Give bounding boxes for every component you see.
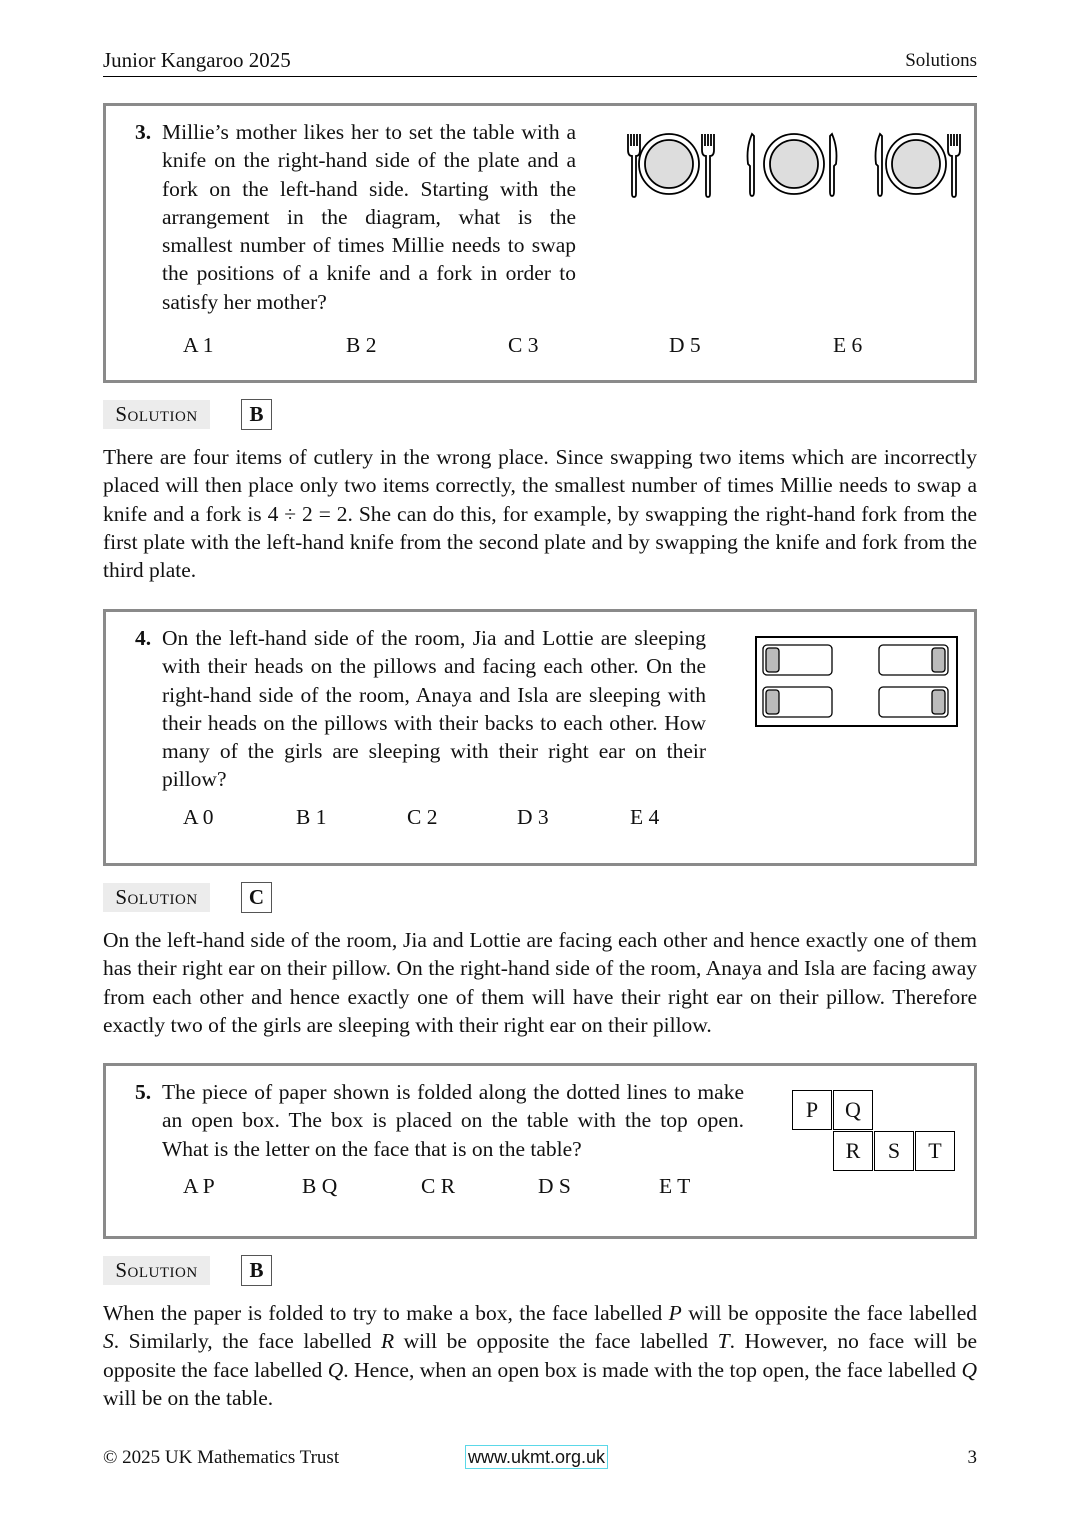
option-a: A 1 <box>183 333 214 357</box>
question-3-text: Millie’s mother likes her to set the table with a knife on the right-hand side of the plate and a fork on the left-hand side. Starting with the arrangement in the diagram, what is the smallest number of times Millie needs to swap the positions of a knife and a fork in order to satisfy her mother? <box>162 120 576 314</box>
question-4-number: 4. <box>135 626 152 650</box>
answer-badge: B <box>241 399 272 430</box>
option-a: A P <box>183 1174 215 1198</box>
net-face-p: P <box>792 1090 832 1130</box>
question-3-box <box>103 103 977 383</box>
option-c: C 3 <box>508 333 539 357</box>
page-header <box>103 48 977 77</box>
question-4-box <box>103 609 977 866</box>
beds-diagram <box>755 636 961 730</box>
net-face-q: Q <box>833 1090 873 1130</box>
solution-5-text <box>103 1299 977 1412</box>
question-5-number: 5. <box>135 1080 152 1104</box>
place-setting-2 <box>748 134 837 196</box>
net-face-s: S <box>874 1131 914 1171</box>
cutlery-diagram <box>622 126 962 202</box>
question-4-text: On the left-hand side of the room, Jia and Lottie are sleeping with their heads on the pillows and facing each other. On the right-hand side of the room, Anaya and Isla are sleeping with their heads on the pillows with their backs to each other. How many of the girls are sleeping with their right ear on their pillow? <box>162 626 706 792</box>
text-run: . Hence, when an open box is made with the top open, the face labelled <box>343 1357 962 1382</box>
net-face-r: R <box>833 1131 873 1171</box>
text-run: will be opposite the face labelled <box>681 1301 977 1325</box>
var-r: R <box>380 1329 395 1354</box>
text-run: . However, no face will be opposite the face labelled <box>103 1329 978 1382</box>
footer-url-wrap <box>465 1447 608 1469</box>
question-5-box <box>103 1063 977 1239</box>
option-d: D 5 <box>669 333 701 357</box>
option-d: D S <box>538 1174 571 1198</box>
var-q: Q <box>961 1357 977 1382</box>
bed-anaya <box>879 645 948 675</box>
solution-label: Solution <box>103 400 210 429</box>
option-b: B 2 <box>346 333 377 357</box>
bed-lottie <box>763 687 832 717</box>
option-e: E 6 <box>833 333 863 357</box>
place-setting-3 <box>876 134 961 197</box>
text-run: will be opposite the face labelled <box>394 1329 718 1354</box>
var-p: P <box>668 1301 682 1325</box>
var-q: Q <box>327 1357 344 1382</box>
option-b: B 1 <box>296 805 327 829</box>
question-5-text: The piece of paper shown is folded along the dotted lines to make an open box. The box is placed on the table with the top open. What is the letter on the face that is on the table? <box>162 1080 744 1161</box>
footer-url-link[interactable]: www.ukmt.org.uk <box>465 1445 608 1469</box>
bed-isla <box>879 687 948 717</box>
solution-4-text: On the left-hand side of the room, Jia and Lottie are facing each other and hence exactly one of them has their right ear on their pillow. On the right-hand side of the room, Anaya and Isla are facing away from each other and hence exactly one of them will have their right ear on their pillow. Therefore exactly two of the girls are sleeping with their right ear on their pillow. <box>103 928 977 1037</box>
net-face-t: T <box>915 1131 955 1171</box>
solution-3-text: There are four items of cutlery in the wrong place. Since swapping two items which are incorrectly placed will then place only two items correctly, the smallest number of times Millie needs to swap a knife and a fork is 4 ÷ 2 = 2. She can do this, for example, by swapping the right-hand fork from the first plate with the left-hand knife from the second plate and by swapping the knife and fork from the third plate. <box>103 445 977 583</box>
box-net-diagram <box>792 1090 962 1174</box>
var-t: T <box>717 1329 730 1354</box>
option-d: D 3 <box>517 805 549 829</box>
header-section: Solutions <box>905 50 977 71</box>
option-a: A 0 <box>183 805 214 829</box>
solution-label: Solution <box>103 883 210 912</box>
var-s: S <box>103 1329 114 1354</box>
option-c: C 2 <box>407 805 438 829</box>
header-title: Junior Kangaroo 2025 <box>103 48 291 72</box>
option-c: C R <box>421 1174 456 1198</box>
text-run: When the paper is folded to try to make a box, the face labelled <box>103 1301 669 1325</box>
option-e: E T <box>659 1174 691 1198</box>
answer-badge: C <box>241 882 272 913</box>
option-b: B Q <box>302 1174 338 1198</box>
footer-copyright: © 2025 UK Mathematics Trust <box>103 1447 340 1468</box>
page-number: 3 <box>967 1447 977 1468</box>
question-3-number: 3. <box>135 120 152 144</box>
solution-label: Solution <box>103 1256 210 1285</box>
text-run: . Similarly, the face labelled <box>113 1329 381 1354</box>
option-e: E 4 <box>630 805 660 829</box>
answer-badge: B <box>241 1255 272 1286</box>
bed-jia <box>763 645 832 675</box>
place-setting-1 <box>628 134 714 197</box>
text-run: will be on the table. <box>103 1385 274 1410</box>
